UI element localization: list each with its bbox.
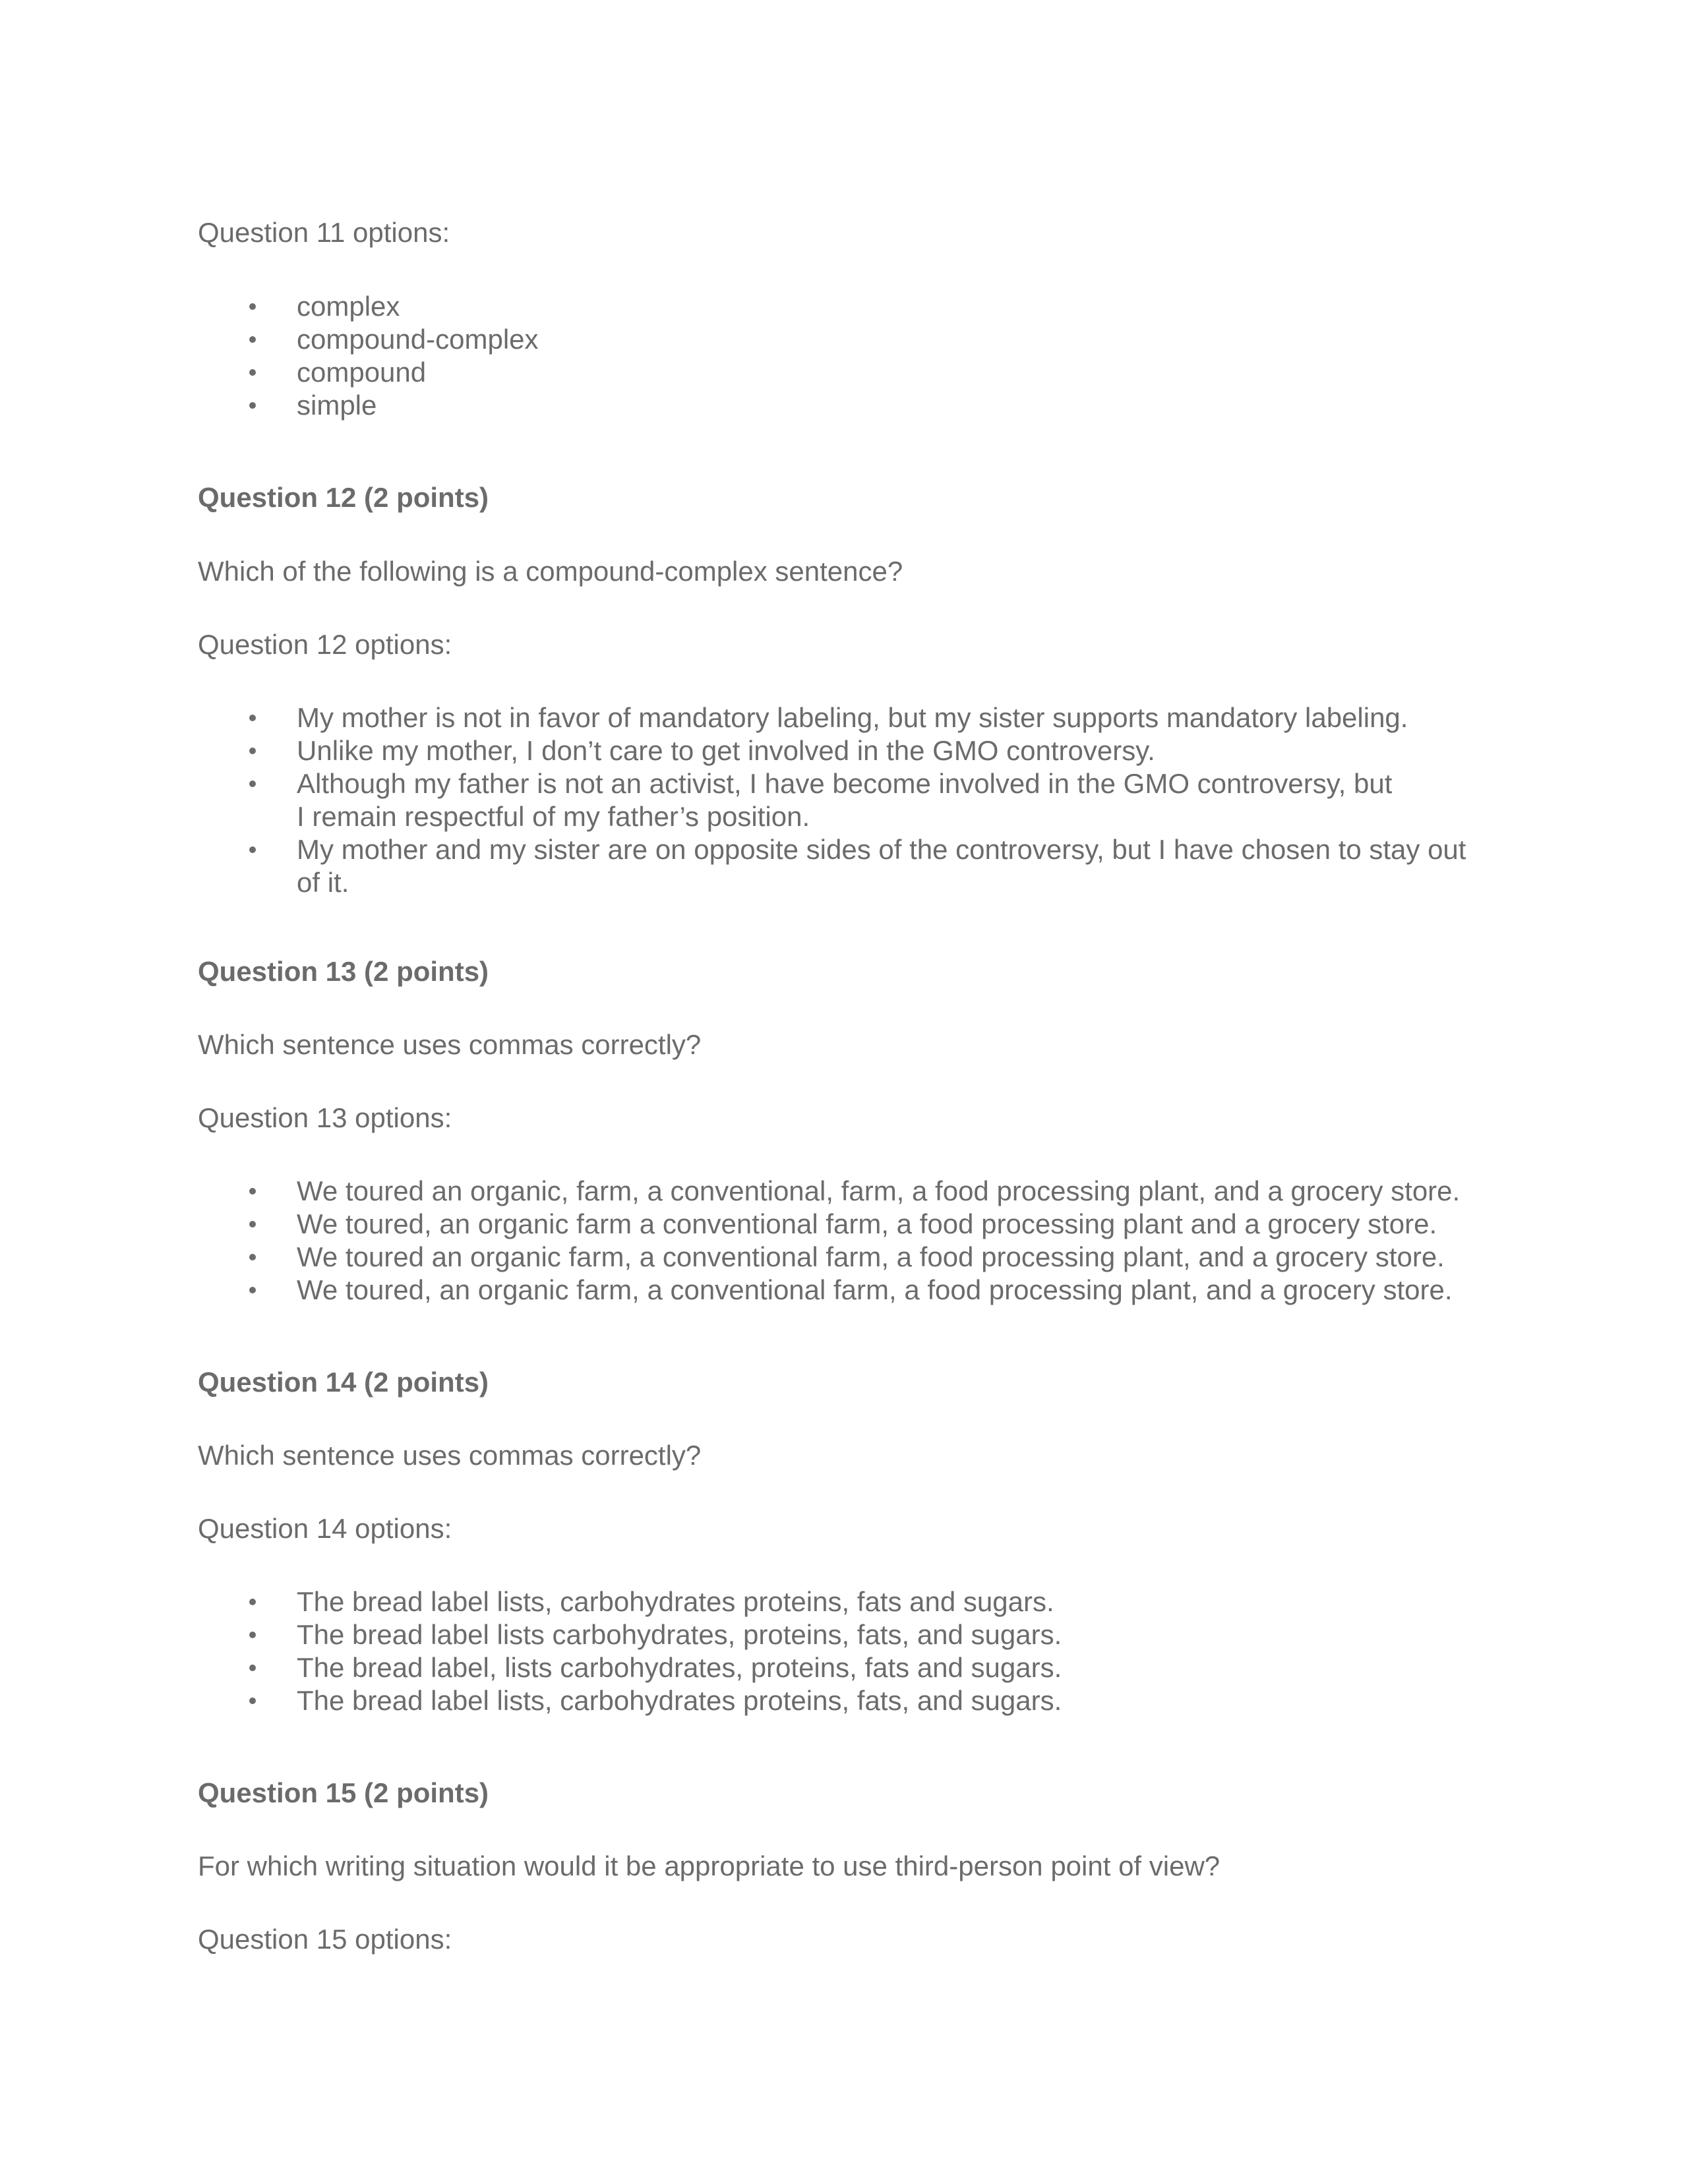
list-item: We toured, an organic farm, a conventional farm, a food processing plant, and a grocery store. [198,1274,1490,1307]
bullet-icon [249,303,256,310]
list-item: The bread label lists carbohydrates, proteins, fats, and sugars. [198,1618,1490,1651]
bullet-icon [249,1188,256,1195]
q14-heading: Question 14 (2 points) [198,1367,489,1398]
bullet-icon [249,402,256,409]
q12-options-list [198,701,1490,899]
q14-options-label: Question 14 options: [198,1513,452,1544]
list-item: compound [198,356,1490,389]
bullet-icon [249,1599,256,1605]
q13-options-label: Question 13 options: [198,1102,452,1133]
bullet-icon [249,748,256,754]
q11-options-label: Question 11 options: [198,217,450,248]
q11-options-list [198,290,1490,422]
list-item: My mother and my sister are on opposite sides of the controversy, but I have chosen to stay out of it. [198,833,1490,899]
bullet-icon [249,369,256,376]
bullet-icon [249,1665,256,1671]
bullet-icon [249,715,256,721]
q12-options-label: Question 12 options: [198,629,452,660]
list-item: compound-complex [198,323,1490,356]
list-item: My mother is not in favor of mandatory labeling, but my sister supports mandatory labeling. [198,701,1490,734]
q12-prompt: Which of the following is a compound-complex sentence? [198,556,903,587]
q13-options-list [198,1175,1490,1307]
bullet-icon [249,1697,256,1704]
q13-heading: Question 13 (2 points) [198,956,489,987]
q14-prompt: Which sentence uses commas correctly? [198,1440,702,1471]
bullet-icon [249,1632,256,1638]
q15-options-label: Question 15 options: [198,1924,452,1955]
list-item: We toured an organic farm, a conventional farm, a food processing plant, and a grocery store. [198,1241,1490,1274]
q15-prompt: For which writing situation would it be appropriate to use third-person point of view? [198,1850,1221,1881]
q12-heading: Question 12 (2 points) [198,482,489,513]
bullet-icon [249,1287,256,1293]
list-item: We toured, an organic farm a conventional farm, a food processing plant and a grocery store. [198,1208,1490,1241]
bullet-icon [249,1221,256,1227]
bullet-icon [249,336,256,343]
list-item: Although my father is not an activist, I have become involved in the GMO controversy, but I remain respectful of my father’s position. [198,767,1490,833]
list-item: Unlike my mother, I don’t care to get involved in the GMO controversy. [198,734,1490,767]
q13-prompt: Which sentence uses commas correctly? [198,1029,702,1060]
q14-options-list [198,1585,1490,1717]
list-item: simple [198,389,1490,422]
list-item: The bread label, lists carbohydrates, proteins, fats and sugars. [198,1651,1490,1684]
list-item: complex [198,290,1490,323]
bullet-icon [249,781,256,787]
list-item: We toured an organic, farm, a conventional, farm, a food processing plant, and a grocery store. [198,1175,1490,1208]
q15-heading: Question 15 (2 points) [198,1777,489,1808]
list-item: The bread label lists, carbohydrates proteins, fats and sugars. [198,1585,1490,1618]
list-item: The bread label lists, carbohydrates proteins, fats, and sugars. [198,1684,1490,1717]
bullet-icon [249,1254,256,1260]
bullet-icon [249,846,256,853]
